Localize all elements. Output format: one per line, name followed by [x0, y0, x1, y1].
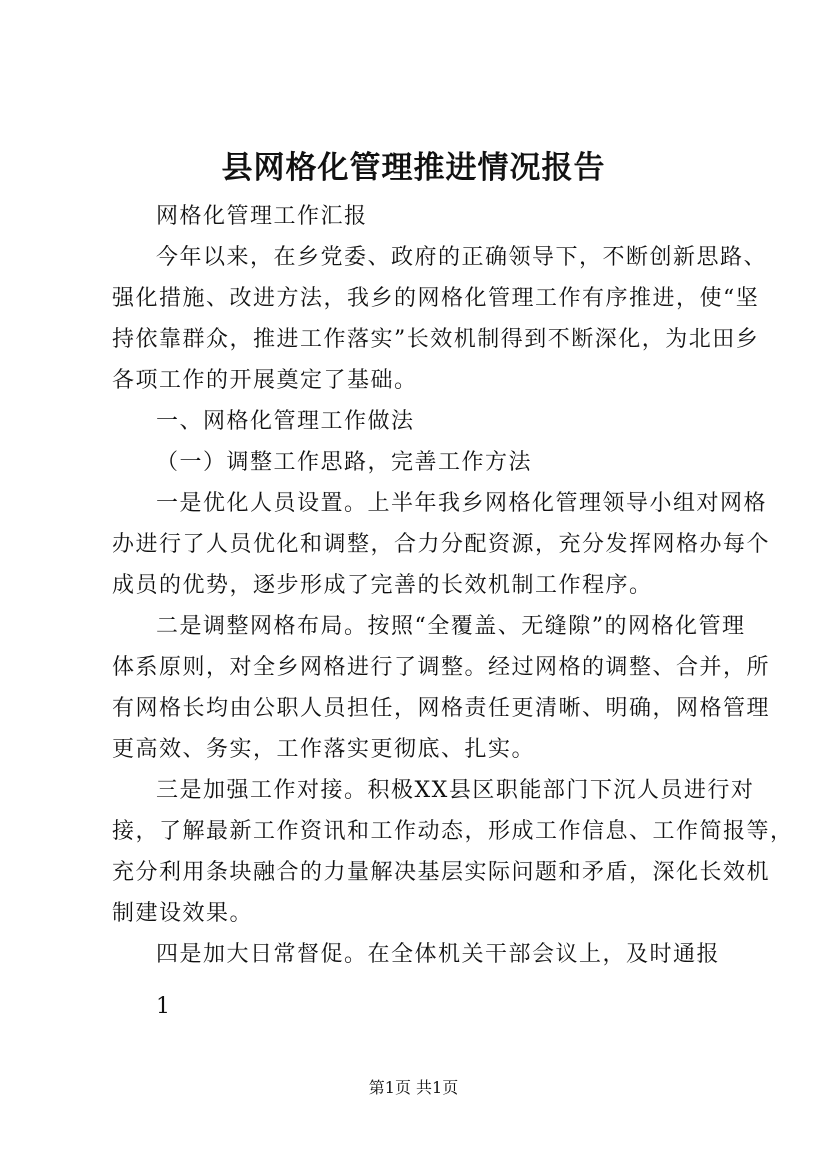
- text-line: 成员的优势，逐步形成了完善的长效机制工作程序。: [112, 573, 653, 598]
- text-line: （一）调整工作思路，完善工作方法: [156, 450, 533, 475]
- page-footer: 第1页 共1页: [368, 1078, 459, 1097]
- document-title: 县网格化管理推进情况报告: [221, 150, 606, 186]
- text-line: 各项工作的开展奠定了基础。: [112, 368, 418, 393]
- text-line: 一、网格化管理工作做法: [156, 409, 415, 434]
- text-line: 二是调整网格布局。按照“全覆盖、无缝隙”的网格化管理: [156, 614, 746, 639]
- text-line: 三是加强工作对接。积极XX县区职能部门下沉人员进行对: [156, 778, 755, 803]
- text-line: 强化措施、改进方法，我乡的网格化管理工作有序推进，使“坚: [112, 286, 760, 311]
- text-line: 体系原则，对全乡网格进行了调整。经过网格的调整、合并，所: [112, 655, 771, 680]
- text-line: 网格化管理工作汇报: [156, 204, 368, 229]
- text-line: 四是加大日常督促。在全体机关干部会议上，及时通报: [156, 942, 721, 967]
- text-line: 充分利用条块融合的力量解决基层实际问题和矛盾，深化长效机: [112, 860, 771, 885]
- page-number-marker: 1: [156, 994, 170, 1019]
- document-body: [112, 196, 794, 975]
- text-line: 有网格长均由公职人员担任，网格责任更清晰、明确，网格管理: [112, 696, 771, 721]
- text-line: 接，了解最新工作资讯和工作动态，形成工作信息、工作简报等，: [112, 819, 794, 844]
- text-line: 一是优化人员设置。上半年我乡网格化管理领导小组对网格: [156, 491, 768, 516]
- text-line: 今年以来，在乡党委、政府的正确领导下，不断创新思路、: [156, 245, 768, 270]
- text-line: 持依靠群众，推进工作落实”长效机制得到不断深化，为北田乡: [112, 327, 760, 352]
- text-line: 制建设效果。: [112, 901, 254, 926]
- text-line: 更高效、务实，工作落实更彻底、扎实。: [112, 737, 536, 762]
- text-line: 办进行了人员优化和调整，合力分配资源，充分发挥网格办每个: [112, 532, 771, 557]
